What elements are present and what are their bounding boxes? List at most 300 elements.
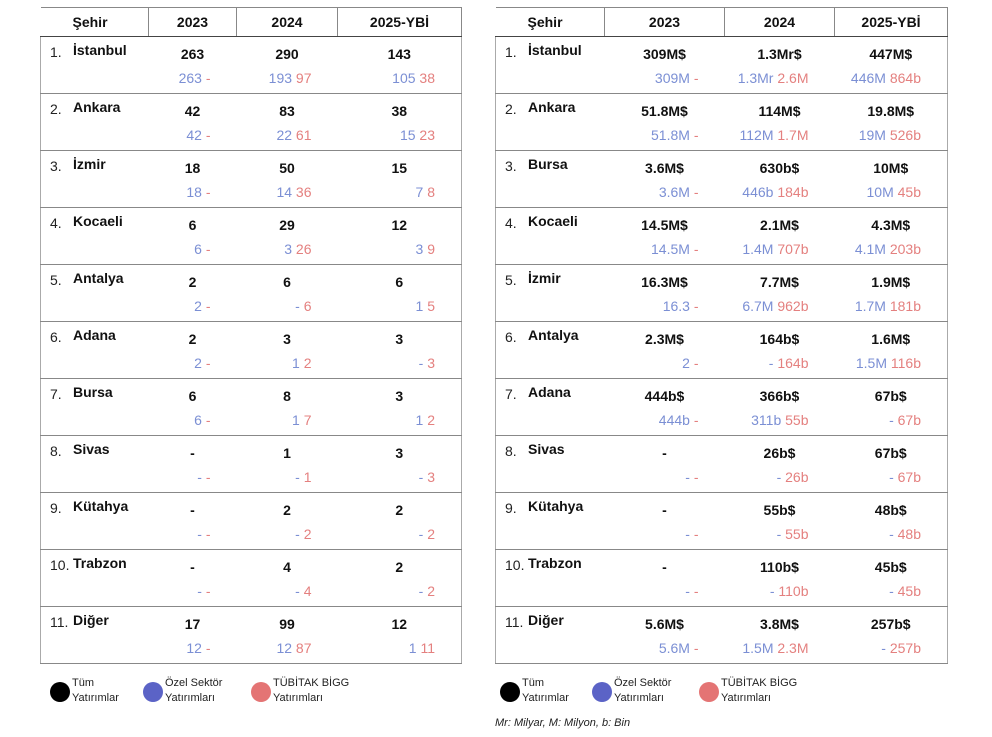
value-cell [605, 265, 725, 322]
total-value: 42 [184, 103, 201, 119]
tubitak-value: 3 [427, 355, 435, 371]
tubitak-value: 7 [303, 412, 312, 428]
total-value: 2.3M$ [645, 331, 684, 347]
breakdown [276, 184, 311, 200]
tubitak-value: 97 [295, 70, 312, 86]
header-2025: 2025-YBİ [338, 8, 462, 37]
private-sector-value: 51.8M [651, 127, 690, 143]
tubitak-value: 55b [785, 526, 809, 542]
value-cell [605, 550, 725, 607]
total-value: 366b$ [759, 388, 800, 404]
city-cell [41, 94, 149, 151]
private-sector-value: - [889, 412, 894, 428]
private-sector-value: - [295, 583, 300, 599]
row-rank: 7. [505, 386, 517, 402]
table-row [496, 436, 948, 493]
tubitak-value: 45b [897, 583, 921, 599]
row-rank: 1. [505, 44, 517, 60]
value-cell [605, 37, 725, 94]
legend-left [50, 676, 470, 710]
city-name: Bursa [73, 384, 113, 400]
value-cell [725, 37, 835, 94]
value-cell [149, 379, 237, 436]
private-sector-value: 15 [399, 127, 416, 143]
table-header [496, 8, 948, 37]
private-sector-value: 446M [850, 70, 886, 86]
tubitak-value: - [205, 70, 211, 86]
total-value: 1.9M$ [871, 274, 911, 290]
tubitak-value: 116b [890, 355, 921, 371]
total-value: 6 [395, 274, 404, 290]
total-value: 51.8M$ [641, 103, 688, 119]
breakdown [651, 127, 698, 143]
tubitak-value: 61 [295, 127, 312, 143]
private-sector-value: 1.4M [742, 241, 774, 257]
value-cell [605, 379, 725, 436]
city-name: Antalya [73, 270, 124, 286]
total-value: 4 [283, 559, 291, 575]
total-value: 2.1M$ [760, 217, 799, 233]
tubitak-value: - [205, 127, 211, 143]
legend-dot-blue [143, 682, 163, 702]
tubitak-value: 181b [889, 298, 921, 314]
private-sector-value: - [418, 526, 424, 542]
total-value: 6 [283, 274, 291, 290]
breakdown [409, 640, 435, 656]
legend-label: Yatırımları [273, 692, 323, 704]
tubitak-value: 87 [295, 640, 312, 656]
value-cell [237, 265, 338, 322]
table-row [41, 379, 462, 436]
row-rank: 2. [505, 101, 517, 117]
tubitak-value: - [693, 469, 699, 485]
value-cell [149, 436, 237, 493]
city-name: Ankara [73, 99, 121, 115]
table-row [496, 550, 948, 607]
private-sector-value: 1.5M [742, 640, 774, 656]
city-cell [496, 265, 605, 322]
legend-label: TÜBİTAK BİGG [273, 677, 350, 689]
private-sector-value: 1.7M [854, 298, 886, 314]
tubitak-value: 257b [889, 640, 921, 656]
breakdown [859, 127, 921, 143]
private-sector-value: 18 [186, 184, 202, 200]
breakdown [889, 469, 921, 485]
breakdown [777, 469, 809, 485]
value-cell [237, 322, 338, 379]
tubitak-value: - [205, 412, 211, 428]
breakdown [855, 298, 921, 314]
total-value: 290 [275, 46, 299, 62]
total-value: 14.5M$ [641, 217, 688, 233]
value-cell [605, 151, 725, 208]
breakdown [400, 127, 435, 143]
city-name: Trabzon [528, 555, 582, 571]
tubitak-value: 2 [303, 526, 312, 542]
breakdown [742, 298, 808, 314]
private-sector-value: - [889, 469, 894, 485]
breakdown [295, 583, 311, 599]
tubitak-value: 864b [889, 70, 921, 86]
tubitak-value: 48b [897, 526, 921, 542]
value-cell [237, 550, 338, 607]
value-cell [725, 265, 835, 322]
value-cell [149, 208, 237, 265]
total-value: 447M$ [869, 46, 913, 62]
private-sector-value: - [685, 469, 690, 485]
total-value: 12 [391, 217, 408, 233]
total-value: 83 [279, 103, 295, 119]
city-name: Kocaeli [528, 213, 578, 229]
total-value: 99 [279, 616, 295, 632]
value-cell [725, 208, 835, 265]
table-row [41, 493, 462, 550]
tubitak-value: 45b [897, 184, 921, 200]
private-sector-value: 19M [858, 127, 886, 143]
tubitak-value: 8 [427, 184, 435, 200]
value-cell [338, 322, 462, 379]
header-2023: 2023 [605, 8, 725, 37]
breakdown [889, 583, 921, 599]
breakdown [292, 355, 311, 371]
private-sector-value: 6 [194, 412, 202, 428]
breakdown [738, 70, 809, 86]
value-cell [149, 493, 237, 550]
total-value: 2 [395, 502, 404, 518]
total-value: 3 [395, 331, 404, 347]
city-cell [41, 265, 149, 322]
tubitak-value: 184b [777, 184, 809, 200]
value-cell [149, 550, 237, 607]
tubitak-value: 6 [303, 298, 312, 314]
value-cell [237, 94, 338, 151]
table-row [496, 151, 948, 208]
breakdown [742, 640, 808, 656]
city-name: Adana [73, 327, 116, 343]
breakdown [276, 640, 311, 656]
header-2024: 2024 [725, 8, 835, 37]
tubitak-value: 203b [889, 241, 921, 257]
breakdown [416, 184, 435, 200]
city-name: Diğer [528, 612, 564, 628]
city-name: Kütahya [73, 498, 129, 514]
table-row [41, 607, 462, 664]
table-row [496, 493, 948, 550]
city-cell [41, 436, 149, 493]
city-name: Ankara [528, 99, 576, 115]
private-sector-value: - [889, 583, 894, 599]
private-sector-value: 444b [658, 412, 690, 428]
city-cell [41, 208, 149, 265]
tubitak-value: 962b [777, 298, 809, 314]
value-cell [237, 208, 338, 265]
tubitak-value: 38 [419, 70, 435, 86]
private-sector-value: 6.7M [742, 298, 774, 314]
value-cell [835, 550, 948, 607]
private-sector-value: - [418, 583, 424, 599]
table-row [41, 436, 462, 493]
total-value: 6 [188, 388, 197, 404]
value-cell [237, 37, 338, 94]
value-cell [149, 94, 237, 151]
tubitak-value: - [205, 640, 211, 656]
private-sector-value: - [768, 355, 774, 371]
total-value: 2 [188, 274, 197, 290]
total-value: - [662, 445, 667, 461]
private-sector-value: 2 [682, 355, 690, 371]
private-sector-value: 14 [276, 184, 293, 200]
private-sector-value: 112M [739, 127, 774, 143]
breakdown [295, 469, 311, 485]
table-row [496, 607, 948, 664]
private-sector-value: 1 [415, 298, 424, 314]
private-sector-value: 311b [751, 412, 782, 428]
breakdown [179, 70, 211, 86]
private-sector-value: - [295, 526, 300, 542]
breakdown [881, 640, 921, 656]
value-cell [605, 322, 725, 379]
value-cell [725, 151, 835, 208]
city-name: Kocaeli [73, 213, 123, 229]
city-cell [496, 493, 605, 550]
city-name: Antalya [528, 327, 579, 343]
tubitak-value: 11 [420, 640, 435, 656]
header-2023: 2023 [149, 8, 237, 37]
city-cell [496, 208, 605, 265]
city-cell [41, 607, 149, 664]
breakdown [651, 241, 698, 257]
tubitak-value: - [693, 526, 699, 542]
tubitak-value: 67b [897, 469, 921, 485]
total-value: 114M$ [758, 103, 801, 119]
breakdown [194, 355, 210, 371]
legend-label: Yatırımlar [72, 692, 119, 704]
breakdown [284, 241, 311, 257]
tubitak-value: 26 [295, 241, 312, 257]
city-cell [496, 151, 605, 208]
breakdown [742, 241, 808, 257]
tubitak-value: - [205, 583, 211, 599]
city-name: İstanbul [528, 42, 582, 58]
breakdown [194, 298, 210, 314]
private-sector-value: - [418, 469, 424, 485]
total-value: 2 [395, 559, 404, 575]
total-value: 45b$ [874, 559, 907, 575]
private-sector-value: 10M [866, 184, 894, 200]
legend-dot-black [500, 682, 520, 702]
tubitak-value: 1 [303, 469, 312, 485]
tubitak-value: - [693, 640, 699, 656]
breakdown [659, 184, 699, 200]
private-sector-value: - [769, 583, 775, 599]
table-row [41, 94, 462, 151]
total-value: 15 [391, 160, 408, 176]
breakdown [659, 640, 699, 656]
total-value: 2 [188, 331, 197, 347]
value-cell [237, 151, 338, 208]
breakdown [276, 127, 311, 143]
city-cell [41, 550, 149, 607]
value-cell [149, 37, 237, 94]
tubitak-value: 2.3M [777, 640, 809, 656]
breakdown [186, 127, 210, 143]
city-cell [41, 322, 149, 379]
total-value: 143 [387, 46, 411, 62]
table-row [41, 265, 462, 322]
private-sector-value: - [685, 583, 690, 599]
breakdown [856, 355, 921, 371]
private-sector-value: 1.5M [855, 355, 887, 371]
breakdown [419, 526, 435, 542]
city-cell [41, 151, 149, 208]
row-rank: 6. [50, 329, 62, 345]
legend-dot-blue [592, 682, 612, 702]
investment-count-table [40, 7, 462, 664]
city-name: Trabzon [73, 555, 127, 571]
row-rank: 11. [50, 614, 69, 630]
value-cell [149, 265, 237, 322]
private-sector-value: 5.6M [658, 640, 690, 656]
legend-label: Özel Sektör [614, 677, 672, 689]
table-row [496, 322, 948, 379]
city-name: İzmir [73, 156, 106, 172]
value-cell [725, 322, 835, 379]
total-value: 164b$ [759, 331, 800, 347]
value-cell [338, 265, 462, 322]
city-cell [41, 37, 149, 94]
tubitak-value: - [693, 127, 699, 143]
private-sector-value: 1 [292, 355, 300, 371]
total-value: 17 [184, 616, 201, 632]
breakdown [889, 526, 921, 542]
private-sector-value: 1 [292, 412, 300, 428]
tubitak-value: 5 [427, 298, 435, 314]
value-cell [605, 493, 725, 550]
table-row [496, 379, 948, 436]
tubitak-value: - [693, 583, 699, 599]
legend-dot-red [699, 682, 719, 702]
breakdown [197, 526, 210, 542]
tubitak-value: 526b [889, 127, 921, 143]
private-sector-value: 446b [742, 184, 774, 200]
tubitak-value: - [205, 469, 211, 485]
total-value: 444b$ [644, 388, 685, 404]
breakdown [292, 412, 311, 428]
city-cell [496, 37, 605, 94]
value-cell [605, 208, 725, 265]
private-sector-value: 1 [408, 640, 417, 656]
breakdown [742, 184, 808, 200]
breakdown [889, 412, 921, 428]
value-cell [338, 550, 462, 607]
total-value: 3.6M$ [645, 160, 684, 176]
total-value: 19.8M$ [867, 103, 915, 119]
city-cell [496, 436, 605, 493]
right-table-panel [495, 7, 947, 664]
header-2025: 2025-YBİ [835, 8, 948, 37]
tubitak-value: 9 [427, 241, 435, 257]
tubitak-value: - [693, 412, 699, 428]
value-cell [338, 208, 462, 265]
total-value: - [662, 559, 667, 575]
tubitak-value: - [693, 298, 699, 314]
left-table-panel [40, 7, 461, 664]
total-value: 67b$ [874, 445, 907, 461]
total-value: 3.8M$ [760, 616, 799, 632]
legend-dot-black [50, 682, 70, 702]
value-cell [835, 493, 948, 550]
breakdown [269, 70, 312, 86]
private-sector-value: 263 [178, 70, 202, 86]
row-rank: 8. [505, 443, 517, 459]
value-cell [605, 436, 725, 493]
total-value: 2 [283, 502, 291, 518]
value-cell [835, 436, 948, 493]
legend-label: Yatırımları [721, 692, 771, 704]
legend-label: Tüm [72, 677, 94, 689]
private-sector-value: - [197, 583, 202, 599]
tubitak-value: - [205, 184, 211, 200]
total-value: 16.3M$ [641, 274, 688, 290]
breakdown [416, 241, 435, 257]
footnote: Mr: Milyar, M: Milyon, b: Bin [495, 717, 631, 729]
private-sector-value: 193 [268, 70, 293, 86]
table-row [41, 37, 462, 94]
total-value: 18 [184, 160, 201, 176]
value-cell [237, 607, 338, 664]
total-value: - [662, 502, 667, 518]
total-value: - [190, 502, 195, 518]
header-city: Şehir [496, 8, 605, 37]
breakdown [740, 127, 809, 143]
total-value: 1.6M$ [871, 331, 911, 347]
breakdown [194, 241, 210, 257]
breakdown [419, 355, 435, 371]
private-sector-value: 105 [392, 70, 416, 86]
row-rank: 5. [505, 272, 517, 288]
table-header [41, 8, 462, 37]
city-name: Kütahya [528, 498, 584, 514]
value-cell [835, 322, 948, 379]
legend-dot-red [251, 682, 271, 702]
breakdown [419, 583, 435, 599]
row-rank: 3. [50, 158, 62, 174]
city-cell [496, 607, 605, 664]
private-sector-value: 4.1M [854, 241, 886, 257]
total-value: 309M$ [643, 46, 686, 62]
breakdown [855, 241, 921, 257]
private-sector-value: 1.3Mr [737, 70, 774, 86]
breakdown [419, 469, 435, 485]
private-sector-value: - [295, 298, 300, 314]
table-row [496, 94, 948, 151]
private-sector-value: 309M [654, 70, 690, 86]
breakdown [685, 469, 698, 485]
value-cell [237, 436, 338, 493]
table-row [41, 208, 462, 265]
total-value: 3 [395, 388, 404, 404]
private-sector-value: 12 [186, 640, 202, 656]
city-name: Sivas [528, 441, 565, 457]
private-sector-value: - [295, 469, 300, 485]
row-rank: 9. [50, 500, 62, 516]
row-rank: 9. [505, 500, 517, 516]
private-sector-value: - [197, 526, 202, 542]
breakdown [685, 526, 698, 542]
value-cell [835, 607, 948, 664]
row-rank: 10. [505, 557, 525, 573]
value-cell [149, 322, 237, 379]
